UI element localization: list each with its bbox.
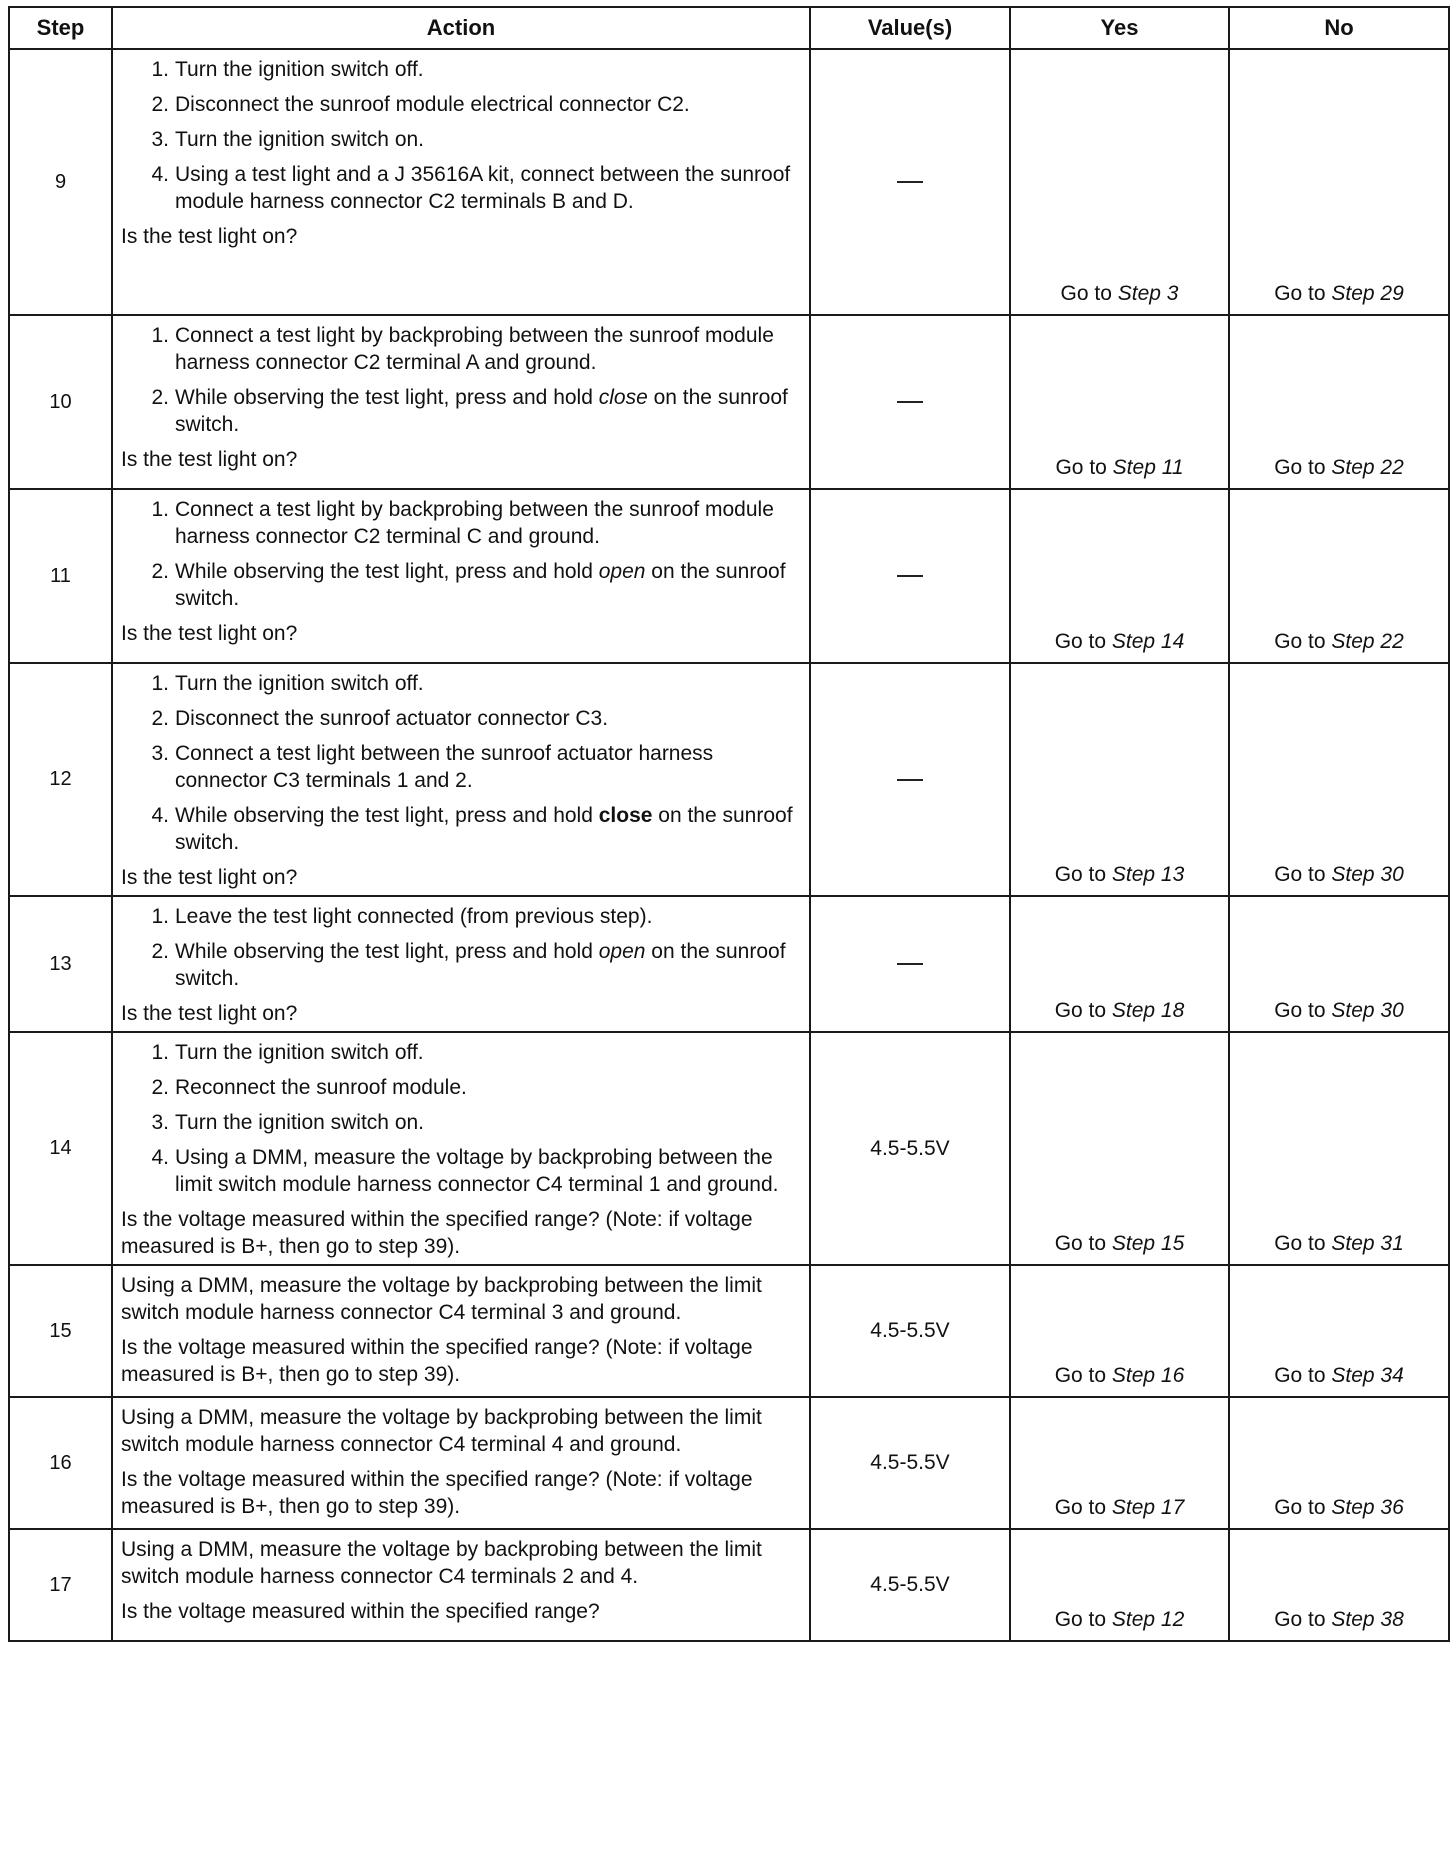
yes-step-link: Step 18: [1111, 999, 1185, 1022]
yes-step-link: Step 16: [1111, 1364, 1185, 1387]
item-number: 4.: [151, 1146, 169, 1169]
no-cell: Go to Step 22: [1229, 315, 1449, 489]
item-number: 1.: [151, 324, 169, 347]
question-text: Is the test light on?: [121, 866, 298, 889]
action-cell: [112, 1529, 810, 1641]
no-step-link: Step 34: [1331, 1364, 1404, 1387]
no-cell: Go to Step 30: [1229, 663, 1449, 896]
item-text: Reconnect the sunroof module.: [175, 1076, 467, 1099]
yes-cell: Go to Step 13: [1010, 663, 1229, 896]
header-action: Action: [112, 7, 810, 49]
value-cell: 4.5-5.5V: [810, 1032, 1010, 1265]
action-item: [121, 670, 799, 697]
no-step-link: Step 30: [1331, 999, 1404, 1022]
value-cell: 4.5-5.5V: [810, 1529, 1010, 1641]
value-cell: [810, 49, 1010, 315]
no-cell: Go to Step 38: [1229, 1529, 1449, 1641]
no-step-link: Step 29: [1331, 282, 1404, 305]
yes-step-link: Step 3: [1117, 282, 1179, 305]
item-number: 3.: [151, 1111, 169, 1134]
yes-step-link: Step 17: [1111, 1496, 1185, 1519]
item-text: While observing the test light, press and hold close on the sunroof switch.: [175, 804, 793, 854]
item-number: 2.: [151, 707, 169, 730]
yes-cell: Go to Step 16: [1010, 1265, 1229, 1397]
value-cell: 4.5-5.5V: [810, 1265, 1010, 1397]
table-row: [9, 49, 1449, 315]
yes-cell: Go to Step 12: [1010, 1529, 1229, 1641]
action-cell: [112, 49, 810, 315]
item-text: Turn the ignition switch on.: [175, 128, 425, 151]
item-text: Turn the ignition switch off.: [175, 1041, 424, 1064]
emphasis-text: open: [598, 940, 646, 963]
action-text: Using a DMM, measure the voltage by backprobing between the limit switch module harness connector C4 terminal 3 and ground.: [121, 1274, 762, 1324]
item-number: 2.: [151, 560, 169, 583]
step-number: 12: [9, 663, 112, 896]
dash-mark: [897, 401, 923, 403]
question-text: Is the voltage measured within the specified range? (Note: if voltage measured is B+, then go to step 39).: [121, 1208, 753, 1258]
question-text: Is the test light on?: [121, 225, 298, 248]
action-cell: [112, 1397, 810, 1529]
diagnostic-table: [8, 6, 1450, 1642]
table-row: [9, 1397, 1449, 1529]
action-item: [121, 1074, 799, 1101]
yes-step-link: Step 13: [1111, 863, 1185, 886]
no-cell: Go to Step 29: [1229, 49, 1449, 315]
item-text: While observing the test light, press and hold open on the sunroof switch.: [175, 560, 786, 610]
item-number: 2.: [151, 386, 169, 409]
item-number: 1.: [151, 498, 169, 521]
item-number: 2.: [151, 1076, 169, 1099]
action-item: [121, 1039, 799, 1066]
question-text: Is the voltage measured within the specified range?: [121, 1600, 600, 1623]
action-item: [121, 1144, 799, 1198]
item-number: 1.: [151, 905, 169, 928]
step-number: 13: [9, 896, 112, 1032]
action-item: [121, 161, 799, 215]
table-body: [9, 49, 1449, 1641]
yes-cell: Go to Step 14: [1010, 489, 1229, 663]
action-item: [121, 56, 799, 83]
no-step-link: Step 30: [1331, 863, 1404, 886]
yes-step-link: Step 12: [1111, 1608, 1185, 1631]
item-text: Using a test light and a J 35616A kit, connect between the sunroof module harness connector C2 terminals B and D.: [175, 163, 791, 213]
no-step-link: Step 22: [1331, 630, 1404, 653]
item-number: 4.: [151, 163, 169, 186]
action-item: [121, 126, 799, 153]
yes-step-link: Step 14: [1111, 630, 1185, 653]
action-item: [121, 91, 799, 118]
table-row: [9, 489, 1449, 663]
no-cell: Go to Step 36: [1229, 1397, 1449, 1529]
item-text: Disconnect the sunroof module electrical connector C2.: [175, 93, 690, 116]
step-number: 14: [9, 1032, 112, 1265]
question-text: Is the test light on?: [121, 622, 298, 645]
action-text: Using a DMM, measure the voltage by backprobing between the limit switch module harness connector C4 terminal 4 and ground.: [121, 1406, 762, 1456]
question-text: Is the test light on?: [121, 1002, 298, 1025]
yes-cell: Go to Step 15: [1010, 1032, 1229, 1265]
yes-step-link: Step 15: [1111, 1232, 1185, 1255]
step-number: 9: [9, 49, 112, 315]
item-text: While observing the test light, press and hold open on the sunroof switch.: [175, 940, 786, 990]
step-number: 17: [9, 1529, 112, 1641]
item-text: Connect a test light by backprobing between the sunroof module harness connector C2 terminal A and ground.: [175, 324, 774, 374]
action-cell: [112, 1032, 810, 1265]
item-text: Disconnect the sunroof actuator connector C3.: [175, 707, 609, 730]
value-cell: [810, 896, 1010, 1032]
item-text: Turn the ignition switch off.: [175, 672, 424, 695]
question-text: Is the voltage measured within the specified range? (Note: if voltage measured is B+, then go to step 39).: [121, 1468, 753, 1518]
item-number: 3.: [151, 742, 169, 765]
header-step: Step: [9, 7, 112, 49]
item-number: 1.: [151, 1041, 169, 1064]
value-cell: [810, 663, 1010, 896]
item-text: Turn the ignition switch off.: [175, 58, 424, 81]
step-number: 15: [9, 1265, 112, 1397]
question-text: Is the voltage measured within the specified range? (Note: if voltage measured is B+, then go to step 39).: [121, 1336, 753, 1386]
header-values: Value(s): [810, 7, 1010, 49]
action-item: [121, 558, 799, 612]
dash-mark: [897, 779, 923, 781]
item-text: Connect a test light between the sunroof actuator harness connector C3 terminals 1 and 2.: [175, 742, 714, 792]
item-text: While observing the test light, press and hold close on the sunroof switch.: [175, 386, 788, 436]
action-text: Using a DMM, measure the voltage by backprobing between the limit switch module harness connector C4 terminals 2 and 4.: [121, 1538, 762, 1588]
no-step-link: Step 31: [1331, 1232, 1404, 1255]
action-item: [121, 938, 799, 992]
emphasis-text: open: [598, 560, 646, 583]
table-row: [9, 1032, 1449, 1265]
header-no: No: [1229, 7, 1449, 49]
table-row: [9, 315, 1449, 489]
emphasis-text: close: [598, 386, 648, 409]
item-number: 2.: [151, 940, 169, 963]
action-item: [121, 705, 799, 732]
yes-cell: Go to Step 17: [1010, 1397, 1229, 1529]
yes-cell: Go to Step 18: [1010, 896, 1229, 1032]
no-cell: Go to Step 34: [1229, 1265, 1449, 1397]
action-item: [121, 322, 799, 376]
action-item: [121, 496, 799, 550]
action-item: [121, 384, 799, 438]
action-cell: [112, 315, 810, 489]
yes-cell: Go to Step 11: [1010, 315, 1229, 489]
value-cell: 4.5-5.5V: [810, 1397, 1010, 1529]
bold-text: close: [598, 804, 653, 827]
yes-step-link: Step 11: [1112, 456, 1184, 479]
no-step-link: Step 38: [1331, 1608, 1404, 1631]
action-cell: [112, 489, 810, 663]
value-cell: [810, 489, 1010, 663]
item-number: 4.: [151, 804, 169, 827]
action-item: [121, 1109, 799, 1136]
no-cell: Go to Step 30: [1229, 896, 1449, 1032]
action-cell: [112, 663, 810, 896]
action-cell: [112, 896, 810, 1032]
table-row: [9, 1529, 1449, 1641]
item-text: Using a DMM, measure the voltage by backprobing between the limit switch module harness connector C4 terminal 1 and ground.: [175, 1146, 779, 1196]
question-text: Is the test light on?: [121, 448, 298, 471]
no-step-link: Step 36: [1331, 1496, 1404, 1519]
step-number: 16: [9, 1397, 112, 1529]
step-number: 11: [9, 489, 112, 663]
no-cell: Go to Step 22: [1229, 489, 1449, 663]
dash-mark: [897, 575, 923, 577]
table-row: [9, 896, 1449, 1032]
action-item: [121, 802, 799, 856]
item-number: 2.: [151, 93, 169, 116]
action-cell: [112, 1265, 810, 1397]
item-text: Turn the ignition switch on.: [175, 1111, 425, 1134]
item-number: 3.: [151, 128, 169, 151]
dash-mark: [897, 963, 923, 965]
dash-mark: [897, 181, 923, 183]
table-row: [9, 1265, 1449, 1397]
header-yes: Yes: [1010, 7, 1229, 49]
item-number: 1.: [151, 672, 169, 695]
table-row: [9, 663, 1449, 896]
item-number: 1.: [151, 58, 169, 81]
value-cell: [810, 315, 1010, 489]
action-item: [121, 740, 799, 794]
item-text: Connect a test light by backprobing between the sunroof module harness connector C2 terminal C and ground.: [175, 498, 774, 548]
no-cell: Go to Step 31: [1229, 1032, 1449, 1265]
action-item: [121, 903, 799, 930]
header-row: [9, 7, 1449, 49]
item-text: Leave the test light connected (from previous step).: [175, 905, 653, 928]
yes-cell: Go to Step 3: [1010, 49, 1229, 315]
step-number: 10: [9, 315, 112, 489]
no-step-link: Step 22: [1331, 456, 1404, 479]
